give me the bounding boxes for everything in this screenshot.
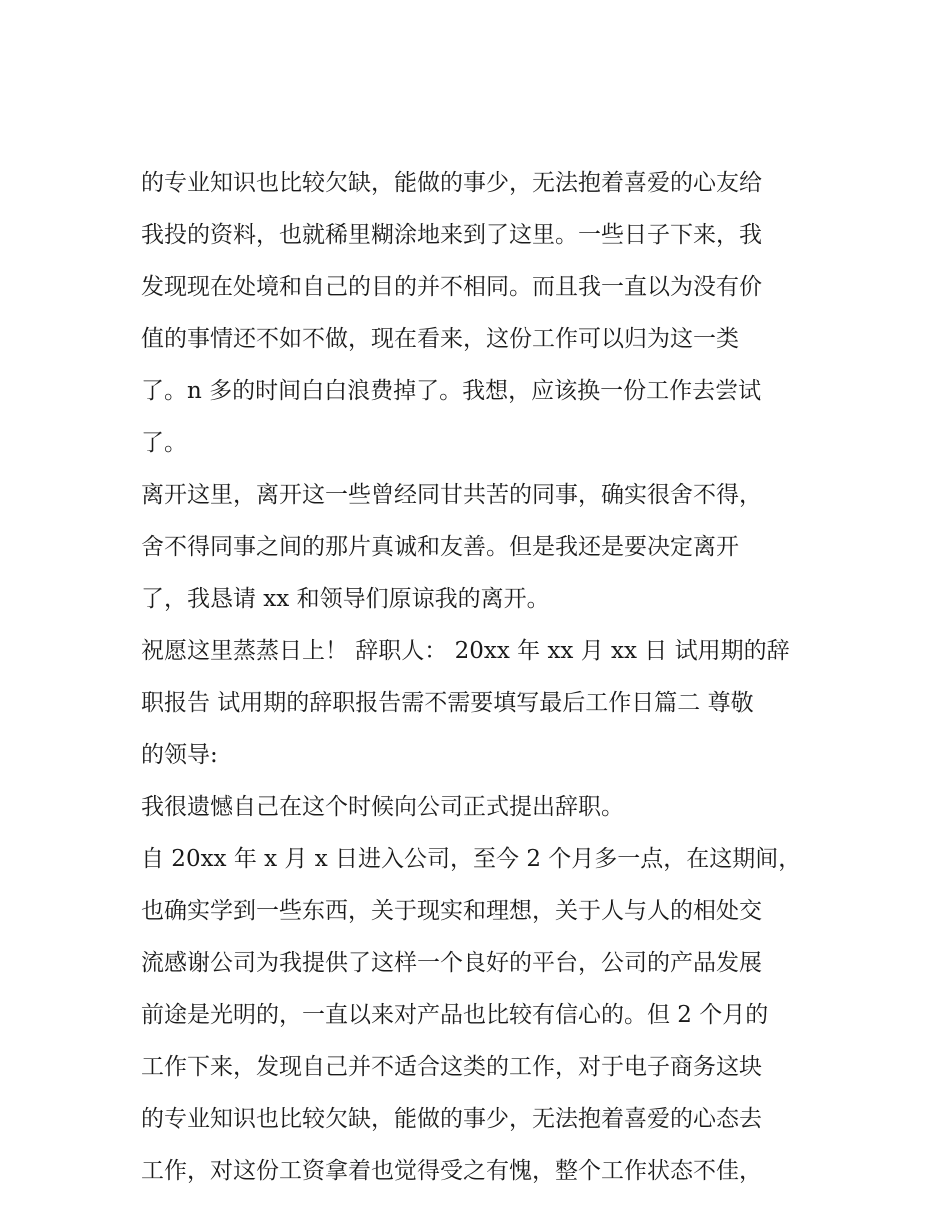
text-line: 舍不得同事之间的那片真诚和友善。但是我还是要决定离开 — [141, 534, 739, 560]
text-line: 的领导: — [141, 742, 218, 768]
text-line: 离开这里，离开这一些曾经同甘共苦的同事，确实很舍不得， — [141, 482, 762, 508]
text-line: 发现现在处境和自己的目的并不相同。而且我一直以为没有价 — [141, 274, 762, 300]
text-line: 了。n 多的时间白白浪费掉了。我想，应该换一份工作去尝试 — [141, 378, 762, 404]
text-line: 祝愿这里蒸蒸日上！ 辞职人： 20xx 年 xx 月 xx 日 试用期的辞 — [141, 638, 790, 664]
text-line: 工作下来，发现自己并不适合这类的工作，对于电子商务这块 — [141, 1054, 762, 1080]
text-line: 自 20xx 年 x 月 x 日进入公司，至今 2 个月多一点，在这期间， — [141, 846, 802, 872]
text-line: 我很遗憾自己在这个时候向公司正式提出辞职。 — [141, 794, 624, 820]
text-line: 流感谢公司为我提供了这样一个良好的平台，公司的产品发展 — [141, 950, 762, 976]
text-line: 了，我恳请 xx 和领导们原谅我的离开。 — [141, 586, 550, 612]
text-line: 也确实学到一些东西，关于现实和理想，关于人与人的相处交 — [141, 898, 762, 924]
text-line: 前途是光明的，一直以来对产品也比较有信心的。但 2 个月的 — [141, 1002, 769, 1028]
text-line: 职报告 试用期的辞职报告需不需要填写最后工作日篇二 尊敬 — [141, 690, 754, 716]
document-body — [141, 157, 819, 1197]
text-line: 的专业知识也比较欠缺，能做的事少，无法抱着喜爱的心态去 — [141, 1106, 762, 1132]
text-line: 工作，对这份工资拿着也觉得受之有愧，整个工作状态不佳， — [141, 1158, 762, 1184]
text-line: 我投的资料，也就稀里糊涂地来到了这里。一些日子下来，我 — [141, 222, 762, 248]
text-line: 的专业知识也比较欠缺，能做的事少，无法抱着喜爱的心友给 — [141, 170, 762, 196]
text-line: 了。 — [141, 430, 187, 456]
text-line: 值的事情还不如不做，现在看来，这份工作可以归为这一类 — [141, 326, 739, 352]
